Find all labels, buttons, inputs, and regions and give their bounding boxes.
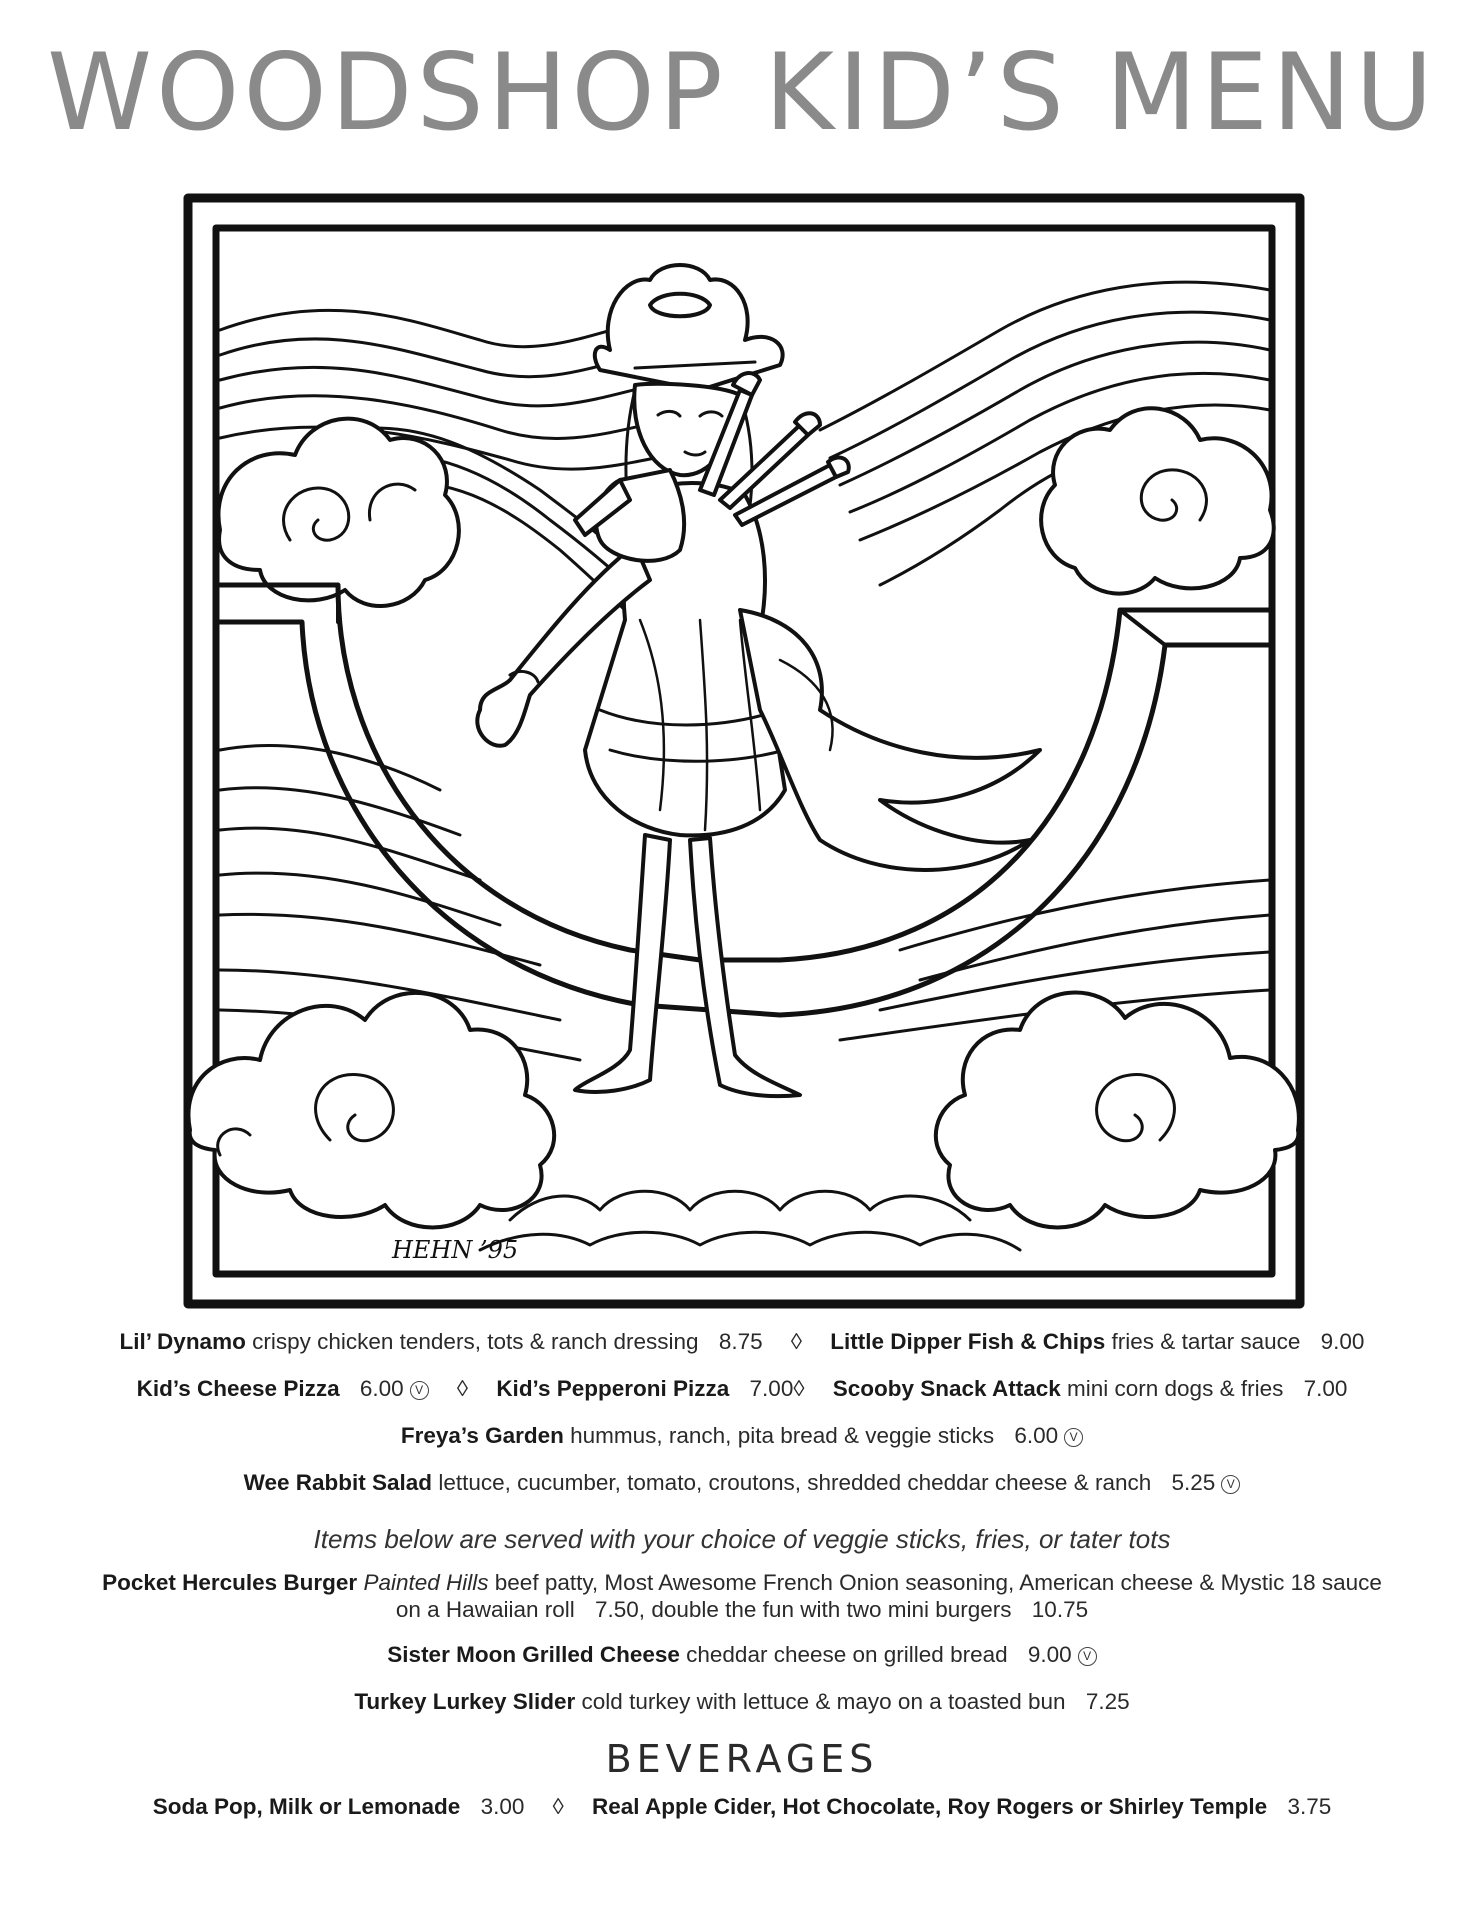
item-name: Kid’s Cheese Pizza [136,1376,340,1401]
item-price: 3.00 [480,1793,525,1819]
item-name: Pocket Hercules Burger [102,1570,358,1596]
separator-diamond: ◊ [552,1793,564,1819]
vegetarian-icon: V [1078,1647,1097,1666]
item-name: Lil’ Dynamo [119,1329,246,1354]
item-name: Freya’s Garden [400,1423,564,1448]
item-price: 8.75 [718,1329,763,1354]
sides-note: Items below are served with your choice of veggie sticks, fries, or tater tots [313,1524,1171,1554]
item-name: Wee Rabbit Salad [243,1470,433,1495]
lower-right-cloud [936,993,1299,1228]
cloud-floor [480,1191,1020,1250]
vegetarian-icon: V [1064,1428,1083,1447]
vegetarian-icon: V [410,1381,429,1400]
menu-items [0,1328,1484,1820]
item-name: Little Dipper Fish & Chips [830,1329,1106,1354]
item-description: cold turkey with lettuce & mayo on a toasted bun [581,1689,1066,1715]
beverages-row [0,1793,1484,1820]
menu-row-5 [0,1569,1484,1596]
item-price: 7.25 [1085,1689,1130,1715]
menu-row-5-continued [0,1596,1484,1623]
menu-row-3 [0,1422,1484,1449]
item-price: 5.25 [1171,1470,1216,1495]
beverages-heading: BEVERAGES [605,1737,879,1782]
separator-diamond: ◊ [456,1376,469,1401]
item-name: Real Apple Cider, Hot Chocolate, Roy Rogers or Shirley Temple [592,1793,1268,1819]
item-price: 9.00 [1027,1642,1072,1668]
item-price: 7.00 [1303,1376,1348,1401]
upper-right-cloud [1041,408,1274,593]
item-description: hummus, ranch, pita bread & veggie sticks [570,1423,995,1448]
item-description: lettuce, cucumber, tomato, croutons, shredded cheddar cheese & ranch [438,1470,1152,1495]
item-description-italic: Painted Hills [363,1570,489,1596]
menu-row-6 [0,1641,1484,1668]
menu-row-7 [0,1688,1484,1715]
item-name: Kid’s Pepperoni Pizza [496,1376,730,1401]
item-name: Turkey Lurkey Slider [354,1689,576,1715]
menu-row-2 [0,1375,1484,1402]
item-extra: double the fun with two mini burgers [651,1597,1012,1623]
item-price: 10.75 [1031,1597,1089,1623]
item-description: beef patty, Most Awesome French Onion seasoning, American cheese & Mystic 18 sauce [494,1570,1382,1596]
item-description: cheddar cheese on grilled bread [686,1642,1008,1668]
menu-title: WOODSHOP KID’S MENU [47,31,1437,154]
item-price: 7.00 [749,1376,794,1401]
separator-diamond: ◊ [790,1329,802,1354]
artist-signature: HEHN ’95 [392,1236,519,1264]
piper-illustration [180,190,1308,1312]
item-description: mini corn dogs & fries [1067,1376,1284,1401]
item-price: 7.50, [595,1597,646,1623]
item-description: crispy chicken tenders, tots & ranch dressing [252,1329,699,1354]
item-name: Sister Moon Grilled Cheese [387,1642,680,1668]
item-description: on a Hawaiian roll [395,1597,575,1623]
menu-row-4 [0,1469,1484,1496]
vegetarian-icon: V [1221,1475,1240,1494]
separator-diamond: ◊ [793,1376,805,1401]
item-description: fries & tartar sauce [1111,1329,1301,1354]
item-name: Scooby Snack Attack [832,1376,1061,1401]
item-price: 6.00 [359,1376,404,1401]
upper-left-cloud [218,419,458,606]
lower-left-cloud [188,993,554,1228]
item-price: 6.00 [1014,1423,1059,1448]
item-name: Soda Pop, Milk or Lemonade [152,1793,461,1819]
item-price: 3.75 [1287,1793,1332,1819]
item-price: 9.00 [1320,1329,1365,1354]
menu-row-1 [0,1328,1484,1355]
